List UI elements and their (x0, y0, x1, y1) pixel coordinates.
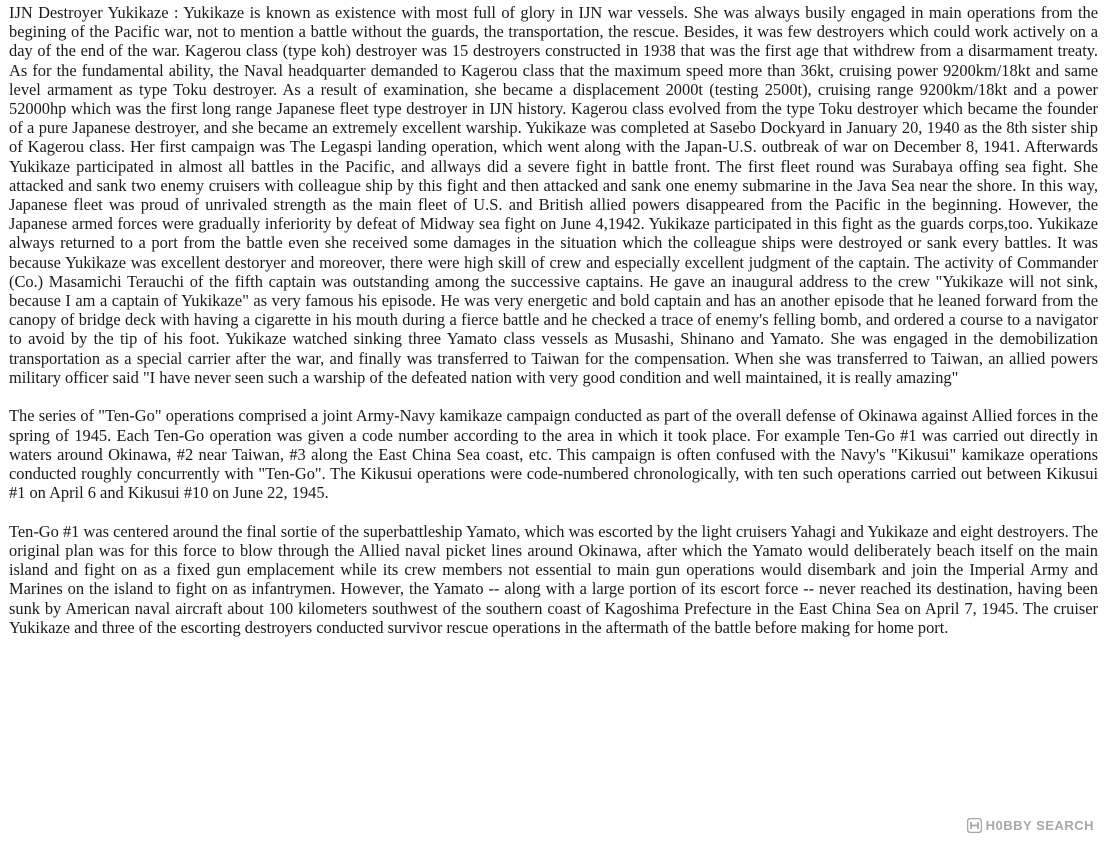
hobby-search-logo-icon (967, 818, 982, 833)
document-body (9, 3, 1098, 637)
paragraph-ten-go-1: Ten-Go #1 was centered around the final sortie of the superbattleship Yamato, which was escorted by the light cruisers Yahagi and Yukikaze and eight destroyers. The original plan was for this force to blow through the Allied naval picket lines around Okinawa, after which the Yamato would deliberately beach itself on the main island and fight on as a fixed gun emplacement while its crew members not essential to main gun operations would disembark and join the Imperial Army and Marines on the island to fight on as infantrymen. However, the Yamato -- along with a large portion of its escort force -- never reached its destination, having been sunk by American naval aircraft about 100 kilometers southwest of the southern coast of Kagoshima Prefecture in the East China Sea on April 7, 1945. The cruiser Yukikaze and three of the escorting destroyers conducted survivor rescue operations in the aftermath of the battle before making for home port. (9, 521, 1098, 637)
paragraph-ten-go-operations: The series of "Ten-Go" operations comprised a joint Army-Navy kamikaze campaign conducted as part of the overall defense of Okinawa against Allied forces in the spring of 1945. Each Ten-Go operation was given a code number according to the area in which it took place. For example Ten-Go #1 was carried out directly in waters around Okinawa, #2 near Taiwan, #3 along the East China Sea coast, etc. This campaign is often confused with the Navy's "Kikusui" kamikaze operations conducted roughly concurrently with "Ten-Go". The Kikusui operations were code-numbered chronologically, with ten such operations carried out between Kikusui #1 on April 6 and Kikusui #10 on June 22, 1945. (9, 406, 1098, 503)
watermark (967, 818, 1094, 833)
paragraph-yukikaze-history: IJN Destroyer Yukikaze : Yukikaze is known as existence with most full of glory in IJN war vessels. She was always busily engaged in main operations from the begining of the Pacific war, not to mention a battle without the guards, the transportation, the rescue. Besides, it was few destroyers which could work actively on a day of the end of the war. Kagerou class (type koh) destroyer was 15 destroyers constructed in 1938 that was the first age that withdrew from a disarmament treaty. As for the fundamental ability, the Naval headquarter demanded to Kagerou class that the maximum speed more than 36kt, cruising power 9200km/18kt and same level armament as type Toku destroyer. As a result of examination, she became a displacement 2000t (testing 2500t), cruising range 9200km/18kt and a power 52000hp which was the first long range Japanese fleet type destroyer in IJN history. Kagerou class evolved from the type Toku destroyer which became the founder of a pure Japanese destroyer, and she became an extremely excellent warship. Yukikaze was completed at Sasebo Dockyard in January 20, 1940 as the 8th sister ship of Kagerou class. Her first campaign was The Legaspi landing operation, which went along with the Japan-U.S. outbreak of war on December 8, 1941. Afterwards Yukikaze participated in almost all battles in the Pacific, and allways did a severe fight in battle front. The first fleet round was Surabaya offing sea fight. She attacked and sank two enemy cruisers with colleague ship by this fight and then attacked and sank one enemy submarine in the Java Sea near the shore. In this way, Japanese fleet was proud of unrivaled strength as the main fleet of U.S. and British allied powers disappeared from the Pacific in the beginning. However, the Japanese armed forces were gradually inferiority by defeat of Midway sea fight on June 4,1942. Yukikaze participated in this fight as the guards corps,too. Yukikaze always returned to a port from the battle even she received some damages in the situation which the colleague ships were destroyed or sank every battles. It was because Yukikaze was excellent destoryer and moreover, there were high skill of crew and especially excellent judgment of the captain. The activity of Commander (Co.) Masamichi Terauchi of the fifth captain was outstanding among the successive captains. He gave an inaugural address to the crew "Yukikaze will not sink, because I am a captain of Yukikaze" as very famous his episode. He was very energetic and bold captain and has an another episode that he leaned forward from the canopy of bridge deck with having a cigarette in his mouth during a fierce battle and he checked a trace of enemy's felling bomb, and ordered a course to a navigator to avoid by the tip of his foot. Yukikaze watched sinking three Yamato class vessels as Musashi, Shinano and Yamato. She was engaged in the demobilization transportation as a special carrier after the war, and finally was transferred to Taiwan for the compensation. When she was transferred to Taiwan, an allied powers military officer said "I have never seen such a warship of the defeated nation with very good condition and well maintained, it is really amazing" (9, 3, 1098, 387)
watermark-text: H0BBY SEARCH (985, 818, 1094, 833)
